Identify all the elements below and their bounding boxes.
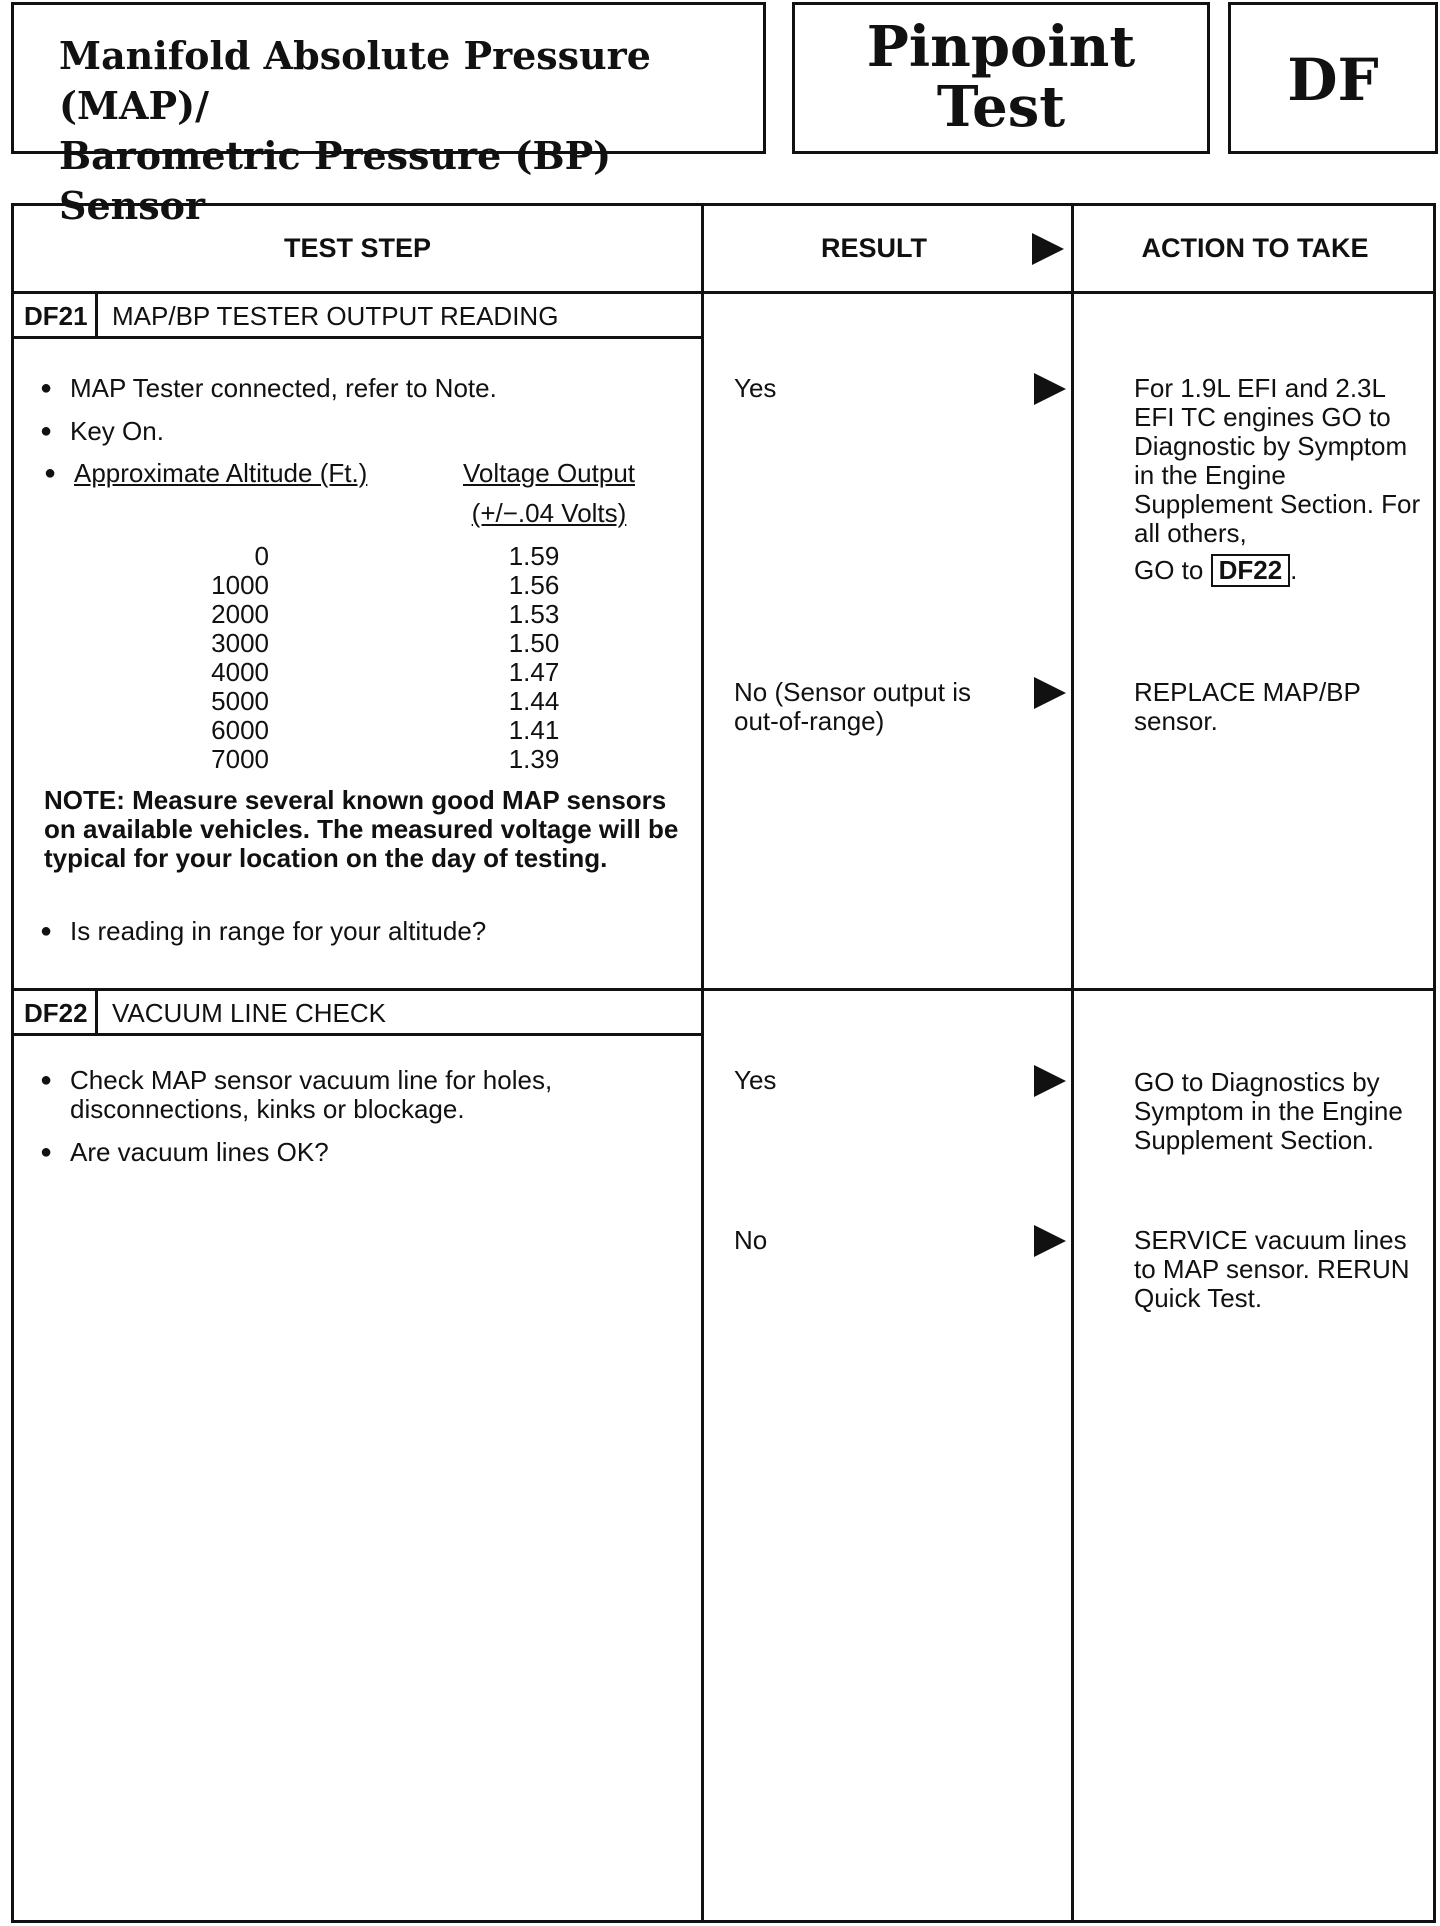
column-header-test-step: TEST STEP xyxy=(283,233,432,263)
step-code: DF21 xyxy=(14,294,98,338)
voltage-column-subheader xyxy=(449,499,649,528)
voltage-value: 1.39 xyxy=(508,744,560,774)
voltage-value: 1.47 xyxy=(508,657,560,687)
voltage-column-header xyxy=(449,459,649,488)
arrow-right-icon xyxy=(1034,1065,1066,1097)
page-title xyxy=(59,31,763,231)
voltage-header-label: Voltage Output xyxy=(462,458,636,488)
altitude-value: 6000 xyxy=(211,715,269,745)
goto-suffix: . xyxy=(1290,555,1298,585)
voltage-value: 1.53 xyxy=(508,599,560,629)
arrow-right-icon xyxy=(1034,677,1066,709)
test-code: DF xyxy=(1287,46,1379,114)
altitude-header xyxy=(74,459,367,488)
step-reference-df22[interactable]: DF22 xyxy=(1211,554,1291,587)
step-title: VACUUM LINE CHECK xyxy=(112,998,387,1028)
arrow-right-icon xyxy=(1034,373,1066,405)
altitude-value: 7000 xyxy=(211,744,269,774)
bullet-item: ● Key On. xyxy=(70,417,164,446)
column-header-result: RESULT xyxy=(821,233,927,263)
pinpoint-line-2: Test xyxy=(936,74,1066,140)
result-no: No xyxy=(734,1225,768,1255)
column-header-action: ACTION TO TAKE xyxy=(1141,233,1369,263)
altitude-value: 2000 xyxy=(211,599,269,629)
voltage-value: 1.44 xyxy=(508,686,560,716)
arrow-right-icon xyxy=(1034,1225,1066,1257)
action-body: For 1.9L EFI and 2.3L EFI TC engines GO to Diagnostic by Symptom in the Engine Supplement Section. For all others, xyxy=(1134,373,1421,548)
title-line-1: Manifold Absolute Pressure (MAP)/ xyxy=(59,33,651,128)
voltage-subheader-label: (+/−.04 Volts) xyxy=(471,498,627,528)
voltage-value: 1.50 xyxy=(508,628,560,658)
action-text xyxy=(1134,374,1429,587)
altitude-value: 4000 xyxy=(211,657,269,687)
result-yes: Yes xyxy=(734,1065,777,1095)
altitude-value: 1000 xyxy=(211,570,269,600)
voltage-value: 1.41 xyxy=(508,715,560,745)
column-divider-1 xyxy=(701,206,704,1920)
pinpoint-line-1: Pinpoint xyxy=(866,14,1136,80)
step-title-underline xyxy=(14,1033,701,1036)
action-goto xyxy=(1134,554,1429,587)
step-title: MAP/BP TESTER OUTPUT READING xyxy=(112,301,559,331)
arrow-right-icon xyxy=(1032,233,1064,265)
pinpoint-box xyxy=(792,2,1210,154)
action-text: SERVICE vacuum lines to MAP sensor. RERUN Quick Test. xyxy=(1134,1225,1410,1313)
bullet-item: ● Check MAP sensor vacuum line for holes, disconnections, kinks or blockage. xyxy=(70,1066,670,1124)
bullet-item: ● MAP Tester connected, refer to Note. xyxy=(70,374,497,403)
voltage-value: 1.56 xyxy=(508,570,560,600)
title-line-2: Barometric Pressure (BP) Sensor xyxy=(59,133,612,228)
action-text: GO to Diagnostics by Symptom in the Engine Supplement Section. xyxy=(1134,1067,1403,1155)
step-title-underline xyxy=(14,336,701,339)
test-table xyxy=(11,203,1436,1923)
result-no: No (Sensor output is out-of-range) xyxy=(734,677,972,736)
title-box xyxy=(11,2,766,228)
altitude-value: 5000 xyxy=(211,686,269,716)
code-box xyxy=(1228,2,1438,154)
bullet-question: ● Are vacuum lines OK? xyxy=(70,1138,329,1167)
action-text: REPLACE MAP/BP sensor. xyxy=(1134,677,1361,736)
goto-prefix: GO to xyxy=(1134,555,1204,585)
column-divider-2 xyxy=(1071,206,1074,1920)
pinpoint-label xyxy=(795,14,1207,140)
voltage-value: 1.59 xyxy=(508,541,560,571)
result-yes: Yes xyxy=(734,373,777,403)
altitude-value: 3000 xyxy=(211,628,269,658)
step-code: DF22 xyxy=(14,991,98,1035)
bullet-question: ● Is reading in range for your altitude? xyxy=(70,917,486,946)
note-text: NOTE: Measure several known good MAP sensors on available vehicles. The measured voltage will be typical for your location on the day of testing. xyxy=(44,785,679,873)
altitude-column-header: Approximate Altitude (Ft.) xyxy=(74,458,368,488)
altitude-value: 0 xyxy=(254,541,269,571)
